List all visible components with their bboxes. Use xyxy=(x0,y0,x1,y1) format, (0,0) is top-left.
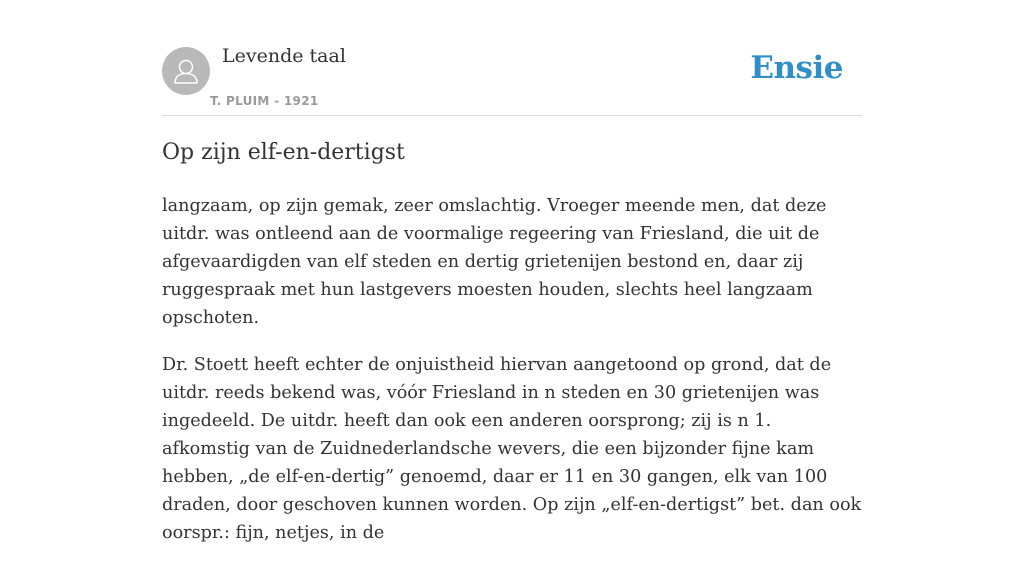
article-container xyxy=(162,0,862,543)
entry-title: Op zijn elf-en-dertigst xyxy=(162,140,405,165)
author-year: T. PLUIM - 1921 xyxy=(210,94,319,108)
source-title[interactable]: Levende taal xyxy=(222,45,346,67)
source-header xyxy=(162,0,862,116)
user-silhouette-icon xyxy=(162,47,210,95)
entry-body xyxy=(162,192,862,566)
ensie-logo[interactable]: Ensie xyxy=(750,50,843,86)
author-avatar xyxy=(162,47,210,95)
entry-paragraph: langzaam, op zijn gemak, zeer omslachtig. Vroeger meende men, dat deze uitdr. was ontleend aan de voormalige regeering van Friesland, die uit de afgevaardigden van elf steden en dertig grietenijen bestond en, daar zij ruggespraak met hun lastgevers moesten houden, slechts heel langzaam opschoten. xyxy=(162,196,827,328)
entry-paragraph: Dr. Stoett heeft echter de onjuistheid hiervan aangetoond op grond, dat de uitdr. reeds bekend was, vóór Friesland in n steden en 30 grietenijen was ingedeeld. De uitdr. heeft dan ook een anderen oorsprong; zij is n 1. afkomstig van de Zuidnederlandsche wevers, die een bijzonder fijne kam hebben, „de elf-en-dertig” genoemd, daar er 11 en 30 gangen, elk van 100 draden, door geschoven kunnen worden. Op zijn „elf-en-dertigst” bet. dan ook oorspr.: fijn, netjes, in de xyxy=(162,355,862,543)
